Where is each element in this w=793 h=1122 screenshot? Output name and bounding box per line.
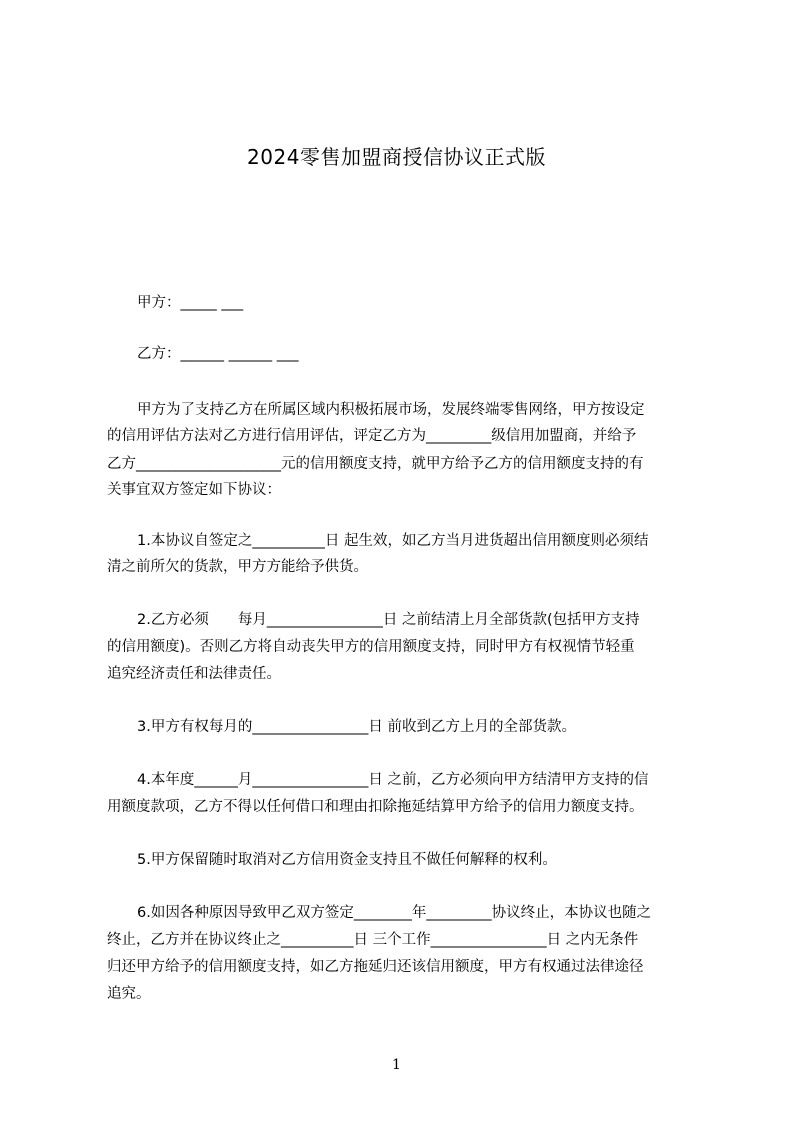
intro-line-3: 乙方____________________元的信用额度支持，就甲方给予乙方的信用额度支持的有 [107,456,644,472]
page-number: 1 [392,1057,401,1073]
clause-1-line-1: 1.本协议自签定之__________日 起生效，如乙方当月进货超出信用额度则必须结 [137,533,649,549]
clause-2-line-1: 2.乙方必须 每月________________日 之前结清上月全部货款(包括甲方支持 [137,612,640,628]
clause-6-line-1: 6.如因各种原因导致甲乙双方签定________年_________协议终止，本协议也随之 [137,905,652,921]
clause-5-line-1: 5.甲方保留随时取消对乙方信用资金支持且不做任何解释的权利。 [137,852,557,868]
clause-4-line-1: 4.本年度______月________________日 之前，乙方必须向甲方结清甲方支持的信 [137,772,649,788]
clause-4-line-2: 用额度款项，乙方不得以任何借口和理由扣除拖延结算甲方给予的信用力额度支持。 [107,799,644,815]
intro-line-2: 的信用评估方法对乙方进行信用评估，评定乙方为_________级信用加盟商，并给予 [107,428,637,444]
party-b-line: 乙方：______ ______ ___ [137,346,299,362]
clause-2-line-3: 追究经济责任和法律责任。 [107,666,281,682]
intro-line-4: 关事宜双方签定如下协议： [107,482,281,498]
clause-1-line-2: 清之前所欠的货款，甲方方能给予供货。 [107,559,368,575]
clause-2-line-2: 的信用额度)。否则乙方将自动丧失甲方的信用额度支持，同时甲方有权视情节轻重 [107,639,635,655]
party-a-line: 甲方：_____ ___ [137,295,244,311]
document-title: 2024零售加盟商授信协议正式版 [247,145,546,169]
clause-3-line-1: 3.甲方有权每月的________________日 前收到乙方上月的全部货款。 [137,719,576,735]
intro-line-1: 甲方为了支持乙方在所属区域内积极拓展市场，发展终端零售网络，甲方按设定 [137,402,645,418]
clause-6-line-4: 追究。 [107,986,151,1002]
clause-6-line-2: 终止，乙方并在协议终止之__________日 三个工作________________日 之内无条件 [107,932,639,948]
clause-6-line-3: 归还甲方给予的信用额度支持，如乙方拖延归还该信用额度，甲方有权通过法律途径 [107,959,644,975]
